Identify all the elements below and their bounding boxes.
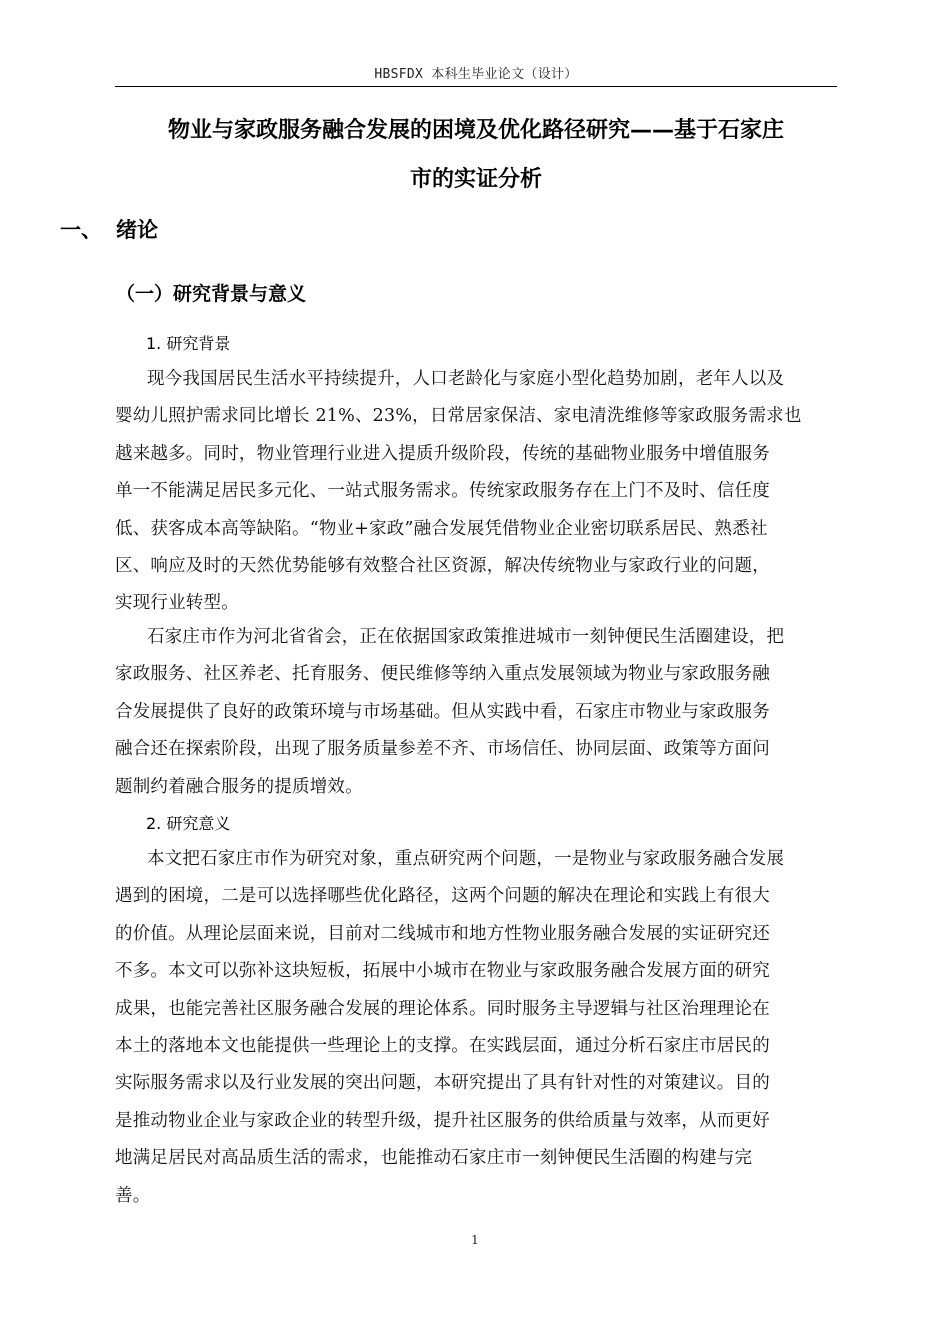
text-line: 合发展提供了良好的政策环境与市场基础。但从实践中看，石家庄市物业与家政服务 <box>115 701 770 722</box>
thesis-title-line-2: 市的实证分析 <box>409 167 542 192</box>
text-line: 成果，也能完善社区服务融合发展的理论体系。同时服务主导逻辑与社区治理理论在 <box>115 998 770 1019</box>
text-line: 婴幼儿照护需求同比增长 21%、23%，日常居家保洁、家电清洗维修等家政服务需求也 <box>115 406 802 427</box>
text-line: 本土的落地本文也能提供一些理论上的支撑。在实践层面，通过分析石家庄市居民的 <box>115 1035 770 1056</box>
text-line: 区、响应及时的天然优势能够有效整合社区资源，解决传统物业与家政行业的问题， <box>115 555 770 576</box>
paragraph-significance <box>115 841 837 1215</box>
section-number: 一、 <box>60 218 102 242</box>
text-line: 实际服务需求以及行业发展的突出问题，本研究提出了具有针对性的对策建议。目的 <box>115 1073 770 1094</box>
part-heading-significance: 2. 研究意义 <box>146 814 231 833</box>
running-header: HBSFDX 本科生毕业论文（设计） <box>374 67 578 82</box>
text-line: 石家庄市作为河北省省会，正在依据国家政策推进城市一刻钟便民生活圈建设，把 <box>147 627 785 647</box>
text-line: 现今我国居民生活水平持续提升，人口老龄化与家庭小型化趋势加剧，老年人以及 <box>147 369 785 389</box>
text-line: 善。 <box>115 1185 151 1206</box>
thesis-title-line-1: 物业与家政服务融合发展的困境及优化路径研究——基于石家庄 <box>167 118 784 143</box>
text-line: 本文把石家庄市作为研究对象，重点研究两个问题，一是物业与家政服务融合发展 <box>147 849 785 869</box>
text-line: 题制约着融合服务的提质增效。 <box>115 776 363 797</box>
subsection-heading: （一）研究背景与意义 <box>116 283 307 305</box>
page-number: 1 <box>471 1233 479 1247</box>
text-line: 单一不能满足居民多元化、一站式服务需求。传统家政服务存在上门不及时、信任度 <box>115 481 770 502</box>
text-line: 的价值。从理论层面来说，目前对二线城市和地方性物业服务融合发展的实证研究还 <box>115 923 770 944</box>
text-line: 遇到的困境，二是可以选择哪些优化路径，这两个问题的解决在理论和实践上有很大 <box>115 886 770 907</box>
header-divider <box>115 86 837 87</box>
text-line: 地满足居民对高品质生活的需求，也能推动石家庄市一刻钟便民生活圈的构建与完 <box>115 1148 753 1169</box>
text-line: 低、获客成本高等缺陷。“物业+家政”融合发展凭借物业企业密切联系居民、熟悉社 <box>115 518 768 539</box>
section-heading <box>60 216 158 244</box>
text-line: 实现行业转型。 <box>115 593 239 614</box>
text-line: 家政服务、社区养老、托育服务、便民维修等纳入重点发展领域为物业与家政服务融 <box>115 664 770 685</box>
text-line: 是推动物业企业与家政企业的转型升级，提升社区服务的供给质量与效率，从而更好 <box>115 1110 770 1131</box>
paragraph-background-2 <box>115 619 837 806</box>
part-heading-background: 1. 研究背景 <box>146 334 231 353</box>
paragraph-background-1 <box>115 361 837 623</box>
text-line: 融合还在探索阶段，出现了服务质量参差不齐、市场信任、协同层面、政策等方面问 <box>115 739 770 760</box>
text-line: 越来越多。同时，物业管理行业进入提质升级阶段，传统的基础物业服务中增值服务 <box>115 443 770 464</box>
text-line: 不多。本文可以弥补这块短板，拓展中小城市在物业与家政服务融合发展方面的研究 <box>115 961 770 982</box>
section-title: 绪论 <box>116 218 158 242</box>
